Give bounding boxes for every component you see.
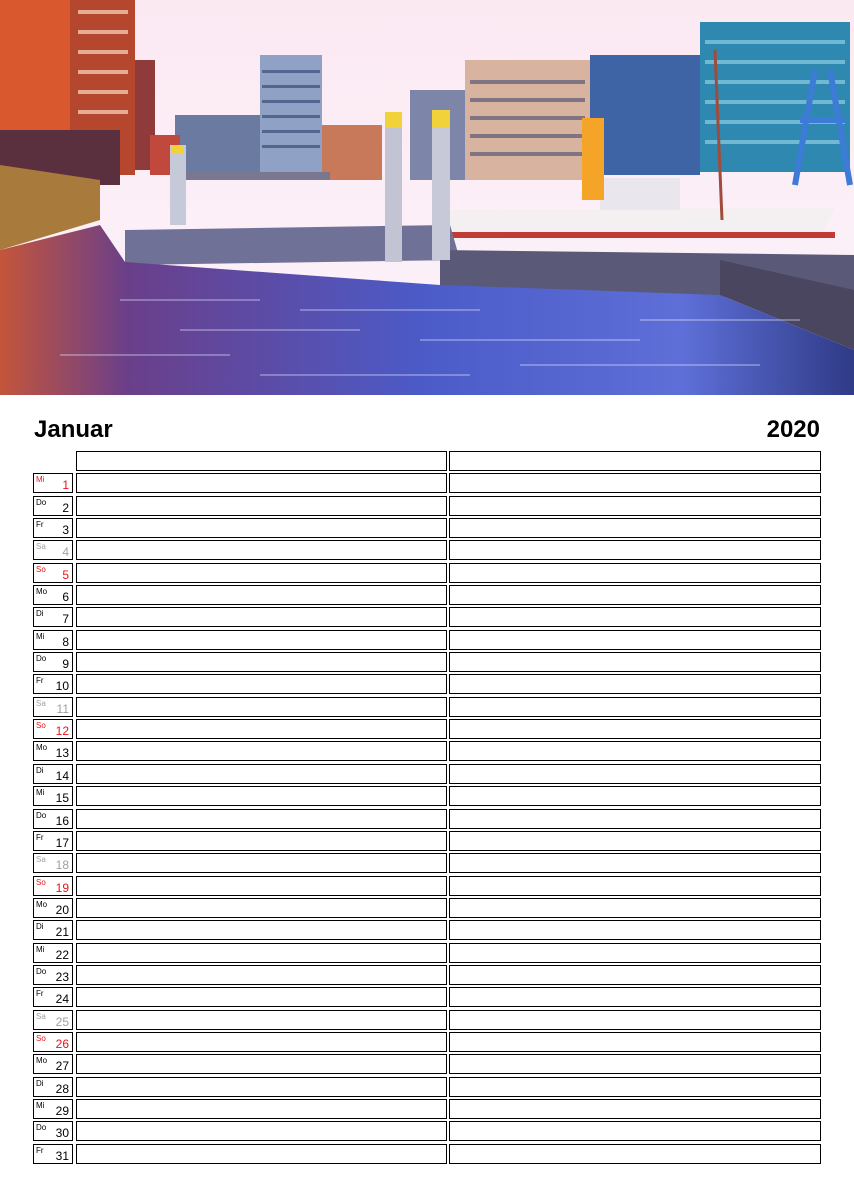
day-number: 11 <box>56 701 69 716</box>
weekday-label: Sa <box>36 698 46 708</box>
day-number: 12 <box>55 724 69 739</box>
day-label-box <box>33 965 73 985</box>
note-cell-right[interactable] <box>449 563 821 583</box>
note-cell-right[interactable] <box>449 719 821 739</box>
weekday-label: Di <box>36 609 44 619</box>
weekday-label: Mo <box>36 743 48 753</box>
day-row <box>33 652 821 672</box>
note-cell-right[interactable] <box>449 607 821 627</box>
day-row <box>33 697 821 717</box>
day-label-box <box>33 876 73 896</box>
note-cell-left[interactable] <box>76 540 447 560</box>
note-cell-left[interactable] <box>76 473 447 493</box>
day-number: 20 <box>55 902 69 917</box>
day-row <box>33 898 821 918</box>
note-cell-left[interactable] <box>76 741 447 761</box>
day-number: 7 <box>62 612 69 627</box>
note-cell-right[interactable] <box>449 764 821 784</box>
day-row <box>33 473 821 493</box>
day-row <box>33 809 821 829</box>
weekday-label: Mo <box>36 587 48 597</box>
day-label-box <box>33 518 73 538</box>
weekday-label: Di <box>36 922 44 932</box>
note-cell-left[interactable] <box>76 786 447 806</box>
day-label-box <box>33 1054 73 1074</box>
day-number: 14 <box>55 768 69 783</box>
note-cell-right[interactable] <box>449 853 821 873</box>
note-cell-right[interactable] <box>449 585 821 605</box>
day-label-box <box>33 1010 73 1030</box>
day-label-box <box>33 496 73 516</box>
weekday-label: So <box>36 721 46 731</box>
day-label-box <box>33 630 73 650</box>
note-cell-left[interactable] <box>76 920 447 940</box>
day-label-box <box>33 697 73 717</box>
note-cell-right[interactable] <box>449 518 821 538</box>
day-label-box <box>33 809 73 829</box>
day-row <box>33 965 821 985</box>
note-cell-right[interactable] <box>449 674 821 694</box>
weekday-label: Sa <box>36 542 46 552</box>
weekday-label: Sa <box>36 1011 46 1021</box>
day-row <box>33 876 821 896</box>
day-label-box <box>33 831 73 851</box>
note-cell-right[interactable] <box>449 473 821 493</box>
note-cell-left[interactable] <box>76 764 447 784</box>
weekday-label: Di <box>36 1078 44 1088</box>
note-cell-right[interactable] <box>449 697 821 717</box>
day-label-box <box>33 853 73 873</box>
note-cell-right[interactable] <box>449 1121 821 1141</box>
weekday-label: Mi <box>36 944 45 954</box>
day-number: 21 <box>55 925 69 940</box>
day-label-box <box>33 943 73 963</box>
day-label-box <box>33 719 73 739</box>
day-number: 13 <box>55 746 69 761</box>
note-cell-left[interactable] <box>76 1144 447 1164</box>
note-cell-right[interactable] <box>449 786 821 806</box>
day-number: 23 <box>55 969 69 984</box>
day-label-box <box>33 898 73 918</box>
note-cell-left[interactable] <box>76 585 447 605</box>
day-row <box>33 831 821 851</box>
day-label-box <box>33 920 73 940</box>
note-cell-left[interactable] <box>76 607 447 627</box>
day-row <box>33 1054 821 1074</box>
day-rows <box>33 473 821 1163</box>
weekday-label: Do <box>36 966 47 976</box>
note-cell-left[interactable] <box>76 831 447 851</box>
note-cell-left[interactable] <box>76 1077 447 1097</box>
day-label-box <box>33 563 73 583</box>
note-cell-left[interactable] <box>76 518 447 538</box>
day-row <box>33 607 821 627</box>
day-number: 27 <box>55 1059 69 1074</box>
day-row <box>33 987 821 1007</box>
weekday-label: Do <box>36 497 47 507</box>
day-label-box <box>33 1121 73 1141</box>
day-row <box>33 496 821 516</box>
day-row <box>33 1077 821 1097</box>
day-number: 5 <box>62 567 69 582</box>
weekday-label: Mo <box>36 899 48 909</box>
day-number: 8 <box>62 634 69 649</box>
day-label-box <box>33 1077 73 1097</box>
note-cell-left[interactable] <box>76 697 447 717</box>
note-cell-right[interactable] <box>449 496 821 516</box>
day-label-box <box>33 987 73 1007</box>
month-title: Januar <box>34 416 113 443</box>
note-cell-left[interactable] <box>76 853 447 873</box>
note-cell-left[interactable] <box>76 674 447 694</box>
note-cell-left[interactable] <box>76 1099 447 1119</box>
year-title: 2020 <box>766 416 820 443</box>
note-header-left[interactable] <box>76 451 447 471</box>
day-row <box>33 630 821 650</box>
note-cell-right[interactable] <box>449 920 821 940</box>
day-label-box <box>33 652 73 672</box>
day-number: 28 <box>55 1081 69 1096</box>
day-row <box>33 1099 821 1119</box>
day-label-box <box>33 764 73 784</box>
day-row <box>33 1121 821 1141</box>
day-label-box <box>33 585 73 605</box>
day-number: 25 <box>55 1014 69 1029</box>
weekday-label: Mo <box>36 1056 48 1066</box>
day-row <box>33 920 821 940</box>
weekday-label: So <box>36 1033 46 1043</box>
day-label-box <box>33 1099 73 1119</box>
weekday-label: Fr <box>36 676 44 686</box>
day-row <box>33 943 821 963</box>
weekday-label: Do <box>36 810 47 820</box>
day-row <box>33 563 821 583</box>
day-number: 10 <box>55 679 69 694</box>
weekday-label: Mi <box>36 788 45 798</box>
day-row <box>33 540 821 560</box>
day-number: 29 <box>55 1103 69 1118</box>
weekday-label: Fr <box>36 1145 44 1155</box>
note-cell-left[interactable] <box>76 630 447 650</box>
note-cell-left[interactable] <box>76 1054 447 1074</box>
day-number: 6 <box>62 590 69 605</box>
note-cell-right[interactable] <box>449 943 821 963</box>
day-number: 22 <box>55 947 69 962</box>
day-number: 1 <box>62 478 69 493</box>
weekday-label: Mi <box>36 475 45 485</box>
note-cell-left[interactable] <box>76 1121 447 1141</box>
note-cell-left[interactable] <box>76 898 447 918</box>
note-cell-right[interactable] <box>449 965 821 985</box>
day-number: 30 <box>55 1126 69 1141</box>
note-cell-left[interactable] <box>76 1010 447 1030</box>
note-cell-right[interactable] <box>449 1077 821 1097</box>
day-label-box <box>33 1032 73 1052</box>
calendar-grid <box>33 451 821 1166</box>
note-cell-left[interactable] <box>76 987 447 1007</box>
weekday-label: Fr <box>36 520 44 530</box>
header-row <box>33 451 821 471</box>
note-cell-left[interactable] <box>76 652 447 672</box>
note-cell-right[interactable] <box>449 1010 821 1030</box>
note-cell-right[interactable] <box>449 540 821 560</box>
weekday-label: Do <box>36 654 47 664</box>
day-row <box>33 674 821 694</box>
day-number: 16 <box>55 813 69 828</box>
weekday-label: So <box>36 564 46 574</box>
day-label-box <box>33 540 73 560</box>
day-number: 26 <box>55 1036 69 1051</box>
day-row <box>33 764 821 784</box>
day-label-box <box>33 607 73 627</box>
weekday-label: Mi <box>36 631 45 641</box>
note-cell-right[interactable] <box>449 898 821 918</box>
note-cell-right[interactable] <box>449 1054 821 1074</box>
note-cell-right[interactable] <box>449 652 821 672</box>
weekday-label: Fr <box>36 989 44 999</box>
note-cell-right[interactable] <box>449 1099 821 1119</box>
day-number: 19 <box>55 880 69 895</box>
weekday-label: Di <box>36 765 44 775</box>
day-label-box <box>33 674 73 694</box>
day-label-box <box>33 741 73 761</box>
day-number: 15 <box>55 791 69 806</box>
note-cell-right[interactable] <box>449 831 821 851</box>
day-row <box>33 741 821 761</box>
day-label-box <box>33 786 73 806</box>
day-number: 17 <box>55 835 69 850</box>
day-row <box>33 1010 821 1030</box>
note-cell-right[interactable] <box>449 1144 821 1164</box>
note-cell-left[interactable] <box>76 943 447 963</box>
day-row <box>33 786 821 806</box>
day-number: 24 <box>55 992 69 1007</box>
note-cell-left[interactable] <box>76 965 447 985</box>
day-number: 4 <box>62 545 69 560</box>
day-label-box <box>33 473 73 493</box>
day-row <box>33 518 821 538</box>
note-cell-right[interactable] <box>449 741 821 761</box>
day-number: 3 <box>62 523 69 538</box>
weekday-label: So <box>36 877 46 887</box>
note-cell-left[interactable] <box>76 496 447 516</box>
harbor-photo <box>0 0 854 395</box>
note-cell-right[interactable] <box>449 630 821 650</box>
note-cell-right[interactable] <box>449 809 821 829</box>
weekday-label: Do <box>36 1123 47 1133</box>
weekday-label: Fr <box>36 832 44 842</box>
day-row <box>33 853 821 873</box>
day-number: 31 <box>55 1148 69 1163</box>
note-cell-left[interactable] <box>76 719 447 739</box>
weekday-label: Mi <box>36 1100 45 1110</box>
day-number: 9 <box>62 657 69 672</box>
day-row <box>33 585 821 605</box>
note-cell-left[interactable] <box>76 876 447 896</box>
day-row <box>33 719 821 739</box>
day-number: 2 <box>62 500 69 515</box>
note-cell-left[interactable] <box>76 563 447 583</box>
note-cell-left[interactable] <box>76 809 447 829</box>
note-header-right[interactable] <box>449 451 821 471</box>
day-label-box <box>33 1144 73 1164</box>
weekday-label: Sa <box>36 855 46 865</box>
note-cell-right[interactable] <box>449 1032 821 1052</box>
note-cell-right[interactable] <box>449 987 821 1007</box>
note-cell-right[interactable] <box>449 876 821 896</box>
day-row <box>33 1144 821 1164</box>
day-number: 18 <box>55 858 69 873</box>
day-row <box>33 1032 821 1052</box>
note-cell-left[interactable] <box>76 1032 447 1052</box>
